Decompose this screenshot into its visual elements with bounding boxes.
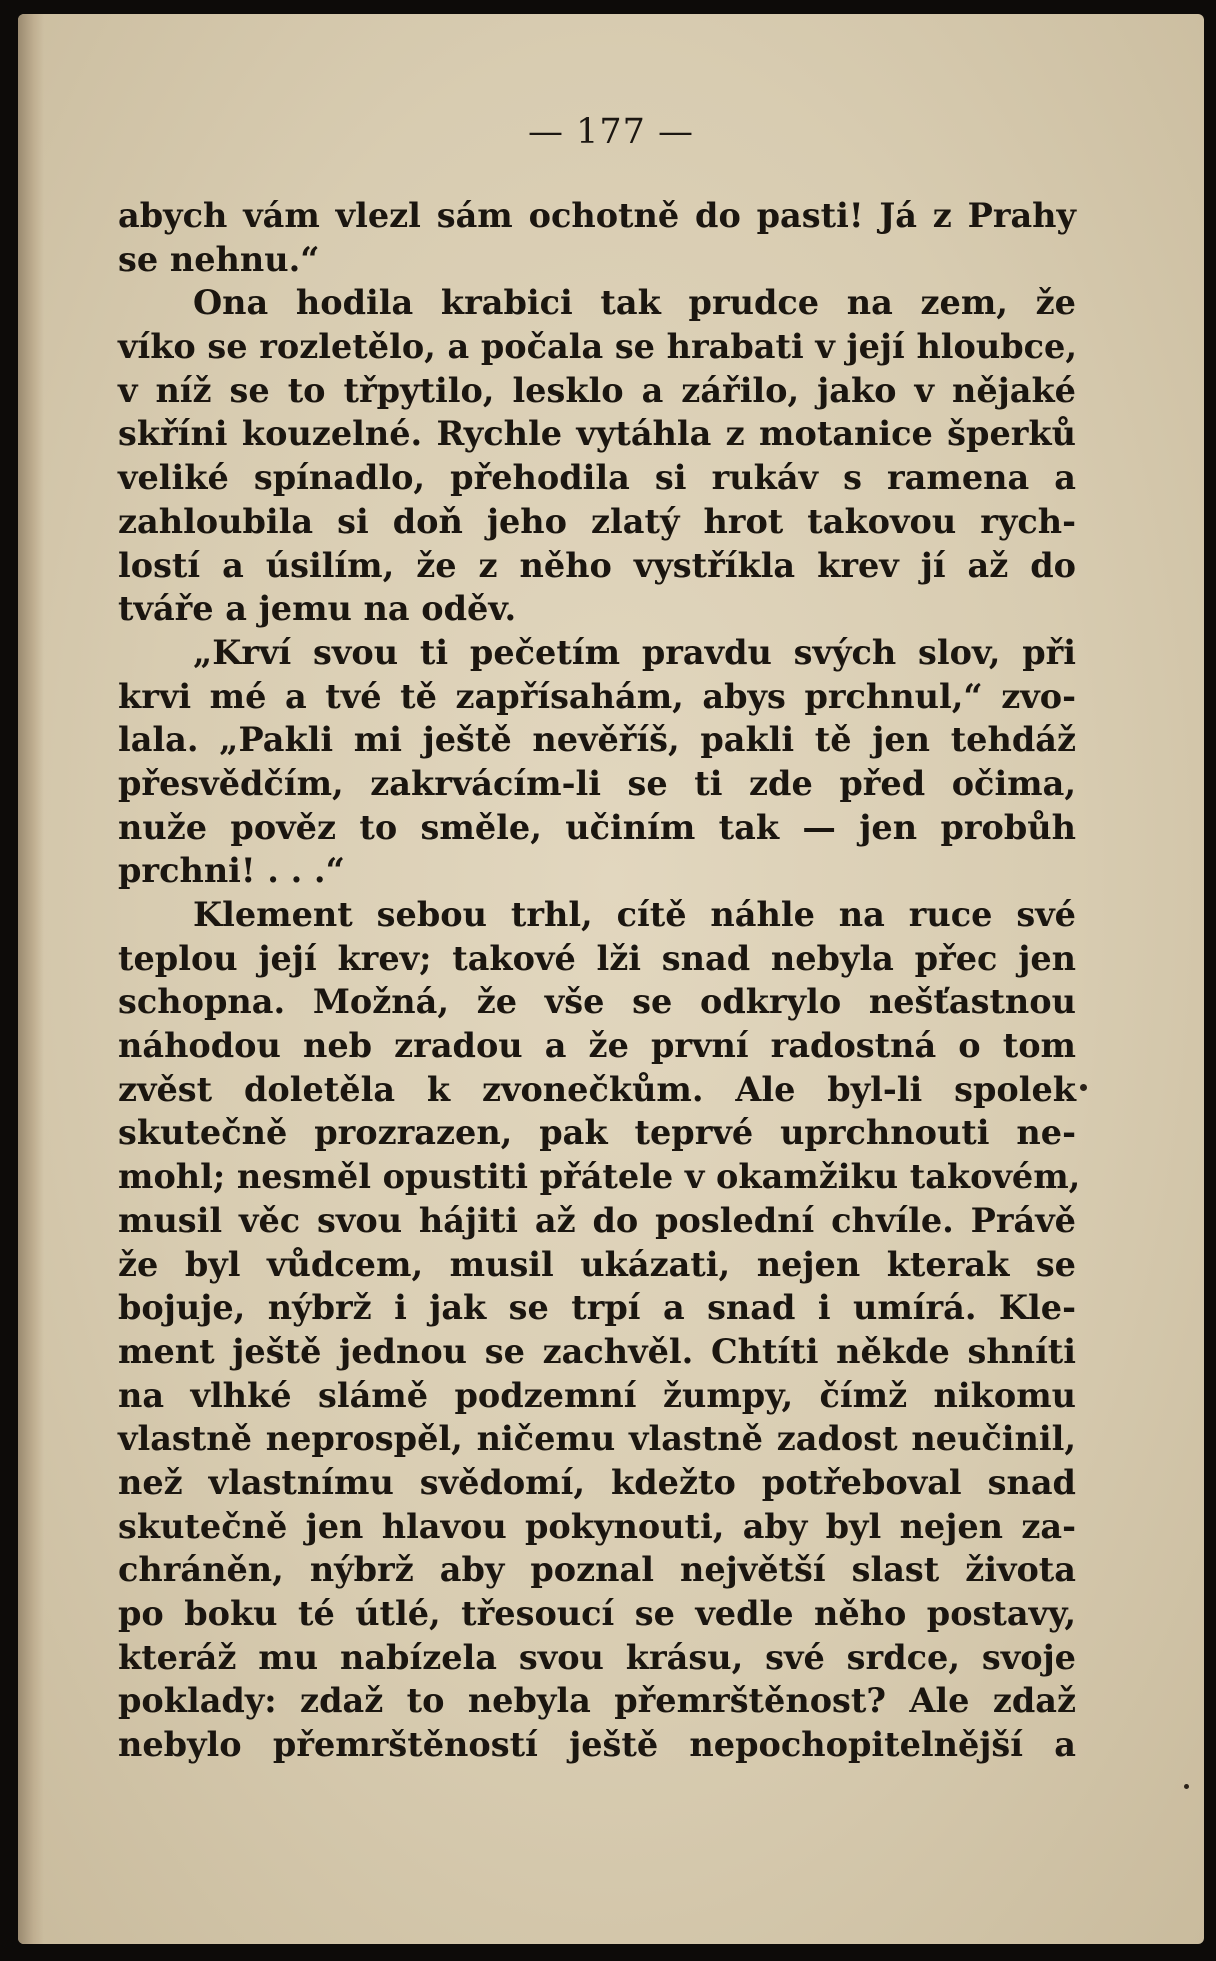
text-line: veliké spínadlo, přehodila si rukáv s ramena a — [118, 458, 1076, 498]
text-line: lostí a úsilím, že z něho vystříkla krev jí až do — [118, 545, 1076, 585]
text-line: po boku té útlé, třesoucí se vedle něho postavy, — [118, 1594, 1076, 1633]
text-line: Klement sebou trhl, cítě náhle na ruce své — [193, 895, 1076, 934]
paper-speck — [1184, 1784, 1189, 1789]
text-line: zahloubila si doň jeho zlatý hrot takovou rych- — [118, 501, 1076, 541]
text-line: nuže pověz to směle, učiním tak — jen probůh — [118, 807, 1076, 847]
paper-speck — [1080, 1084, 1087, 1091]
page-binding-edge — [18, 14, 44, 1944]
text-line: v níž se to třpytilo, lesklo a zářilo, jako v nějaké — [118, 370, 1076, 410]
text-line: abych vám vlezl sám ochotně do pasti! Já z Prahy — [118, 196, 1076, 235]
text-line: skříni kouzelné. Rychle vytáhla z motanice šperků — [118, 414, 1076, 454]
text-line: se nehnu.“ — [118, 239, 320, 279]
text-line: kteráž mu nabízela svou krásu, své srdce, svoje — [118, 1637, 1076, 1677]
text-line: „Krví svou ti pečetím pravdu svých slov, při — [193, 632, 1076, 672]
text-line: teplou její krev; takové lži snad nebyla přec jen — [118, 938, 1076, 978]
text-line: víko se rozletělo, a počala se hrabati v její hloubce, — [118, 327, 1078, 367]
text-line: přesvědčím, zakrvácím-li se ti zde před očima, — [118, 763, 1076, 803]
text-line: nebylo přemrštěností ještě nepochopitelnější a — [118, 1725, 1076, 1765]
body-text — [118, 194, 1081, 1767]
text-line: na vlhké slámě podzemní žumpy, čímž nikomu — [118, 1375, 1076, 1415]
text-line: ment ještě jednou se zachvěl. Chtíti někde shníti — [118, 1331, 1076, 1371]
text-line: Ona hodila krabici tak prudce na zem, že — [193, 283, 1076, 323]
text-line: náhodou neb zradou a že první radostná o tom — [118, 1026, 1076, 1066]
page-number: — 177 — — [527, 112, 695, 152]
text-line: že byl vůdcem, musil ukázati, nejen kterak se — [118, 1244, 1076, 1284]
text-line: než vlastnímu svědomí, kdežto potřeboval snad — [118, 1462, 1076, 1502]
text-line: lala. „Pakli mi ještě nevěříš, pakli tě jen tehdáž — [118, 720, 1076, 760]
text-line: vlastně neprospěl, ničemu vlastně zadost neučinil, — [118, 1419, 1076, 1459]
text-line: skutečně jen hlavou pokynouti, aby byl nejen za- — [118, 1506, 1076, 1546]
text-line: musil věc svou hájiti až do poslední chvíle. Právě — [118, 1200, 1076, 1240]
text-line: zvěst doletěla k zvonečkům. Ale byl-li spolek — [118, 1069, 1076, 1109]
text-line: prchni! . . .“ — [118, 851, 345, 891]
text-line: skutečně prozrazen, pak teprvé uprchnouti ne- — [118, 1113, 1076, 1153]
text-line: bojuje, nýbrž i jak se trpí a snad i umírá. Kle- — [118, 1288, 1076, 1328]
text-line: chráněn, nýbrž aby poznal největší slast života — [118, 1550, 1076, 1590]
text-line: poklady: zdaž to nebyla přemrštěnost? Ale zdaž — [118, 1681, 1076, 1721]
text-line: mohl; nesměl opustiti přátele v okamžiku takovém, — [118, 1157, 1081, 1197]
text-line: krvi mé a tvé tě zapřísahám, abys prchnul,“ zvo- — [118, 676, 1076, 716]
text-line: tváře a jemu na oděv. — [118, 589, 517, 629]
text-line: schopna. Možná, že vše se odkrylo nešťastnou — [118, 982, 1076, 1022]
book-page — [18, 14, 1204, 1944]
